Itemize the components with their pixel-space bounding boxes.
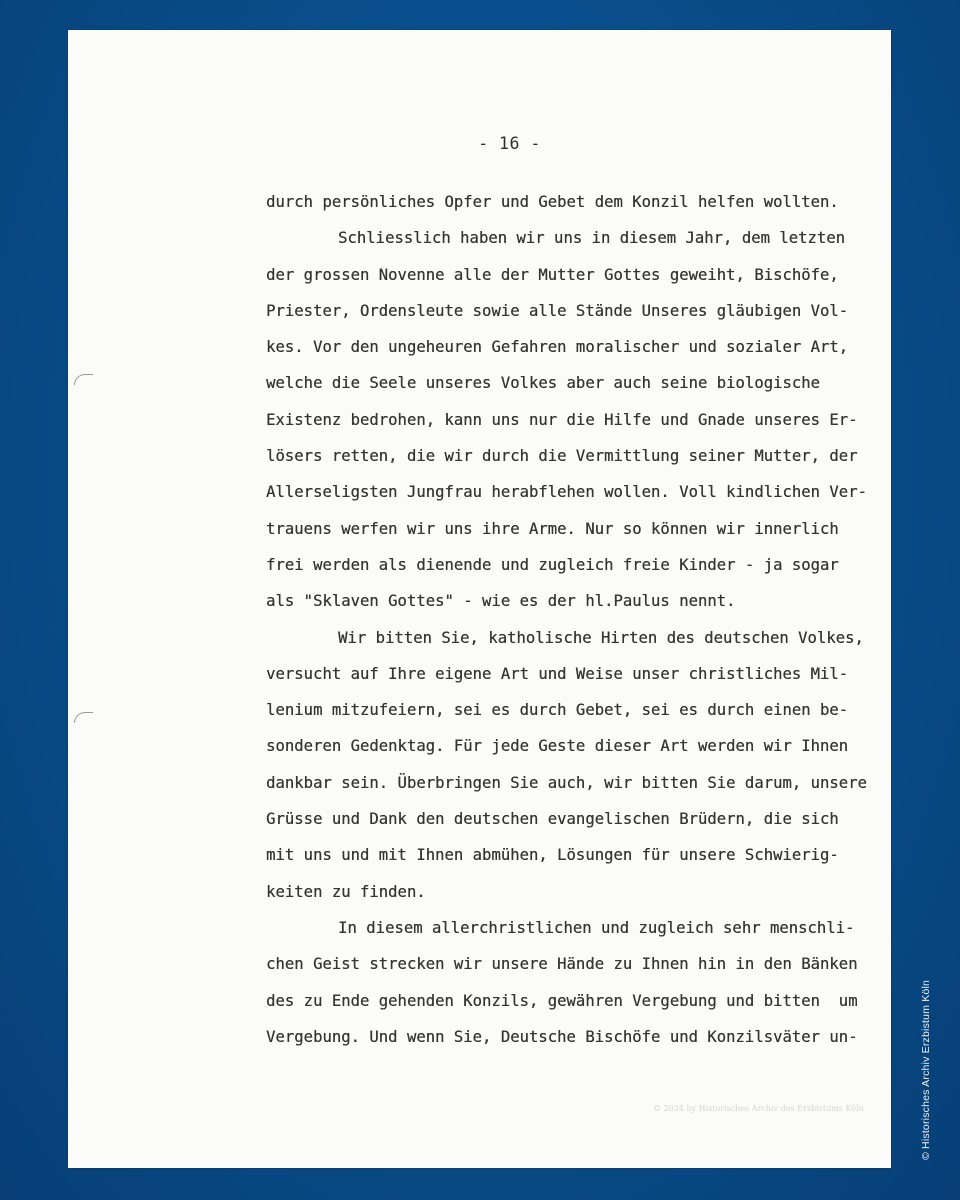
text-line: chen Geist strecken wir unsere Hände zu Ihnen hin in den Bänken bbox=[266, 955, 858, 974]
text-line: als "Sklaven Gottes" - wie es der hl.Paulus nennt. bbox=[266, 592, 736, 611]
punch-hole-mark-bottom bbox=[74, 712, 93, 723]
text-line: der grossen Novenne alle der Mutter Gottes geweiht, Bischöfe, bbox=[266, 265, 839, 284]
text-line: des zu Ende gehenden Konzils, gewähren Vergebung und bitten um bbox=[266, 991, 858, 1010]
archive-watermark: © 2024 by Historisches Archiv des Erzbistums Köln bbox=[653, 1104, 864, 1113]
text-line: sonderen Gedenktag. Für jede Geste dieser Art werden wir Ihnen bbox=[266, 737, 849, 756]
text-line: frei werden als dienende und zugleich freie Kinder - ja sogar bbox=[266, 555, 839, 574]
text-line: Wir bitten Sie, katholische Hirten des deutschen Volkes, bbox=[338, 628, 864, 647]
text-line: Priester, Ordensleute sowie alle Stände Unseres gläubigen Vol- bbox=[266, 301, 849, 320]
text-line: In diesem allerchristlichen und zugleich sehr menschli- bbox=[338, 918, 855, 937]
text-line: Schliesslich haben wir uns in diesem Jahr, dem letzten bbox=[338, 229, 845, 248]
text-line: trauens werfen wir uns ihre Arme. Nur so können wir innerlich bbox=[266, 519, 839, 538]
typed-text-body bbox=[266, 188, 866, 1059]
document-page bbox=[68, 30, 891, 1168]
text-line: dankbar sein. Überbringen Sie auch, wir bitten Sie darum, unsere bbox=[266, 773, 867, 792]
text-line: keiten zu finden. bbox=[266, 882, 426, 901]
side-copyright-notice: © Historisches Archiv Erzbistum Köln bbox=[920, 979, 932, 1160]
text-line: Grüsse und Dank den deutschen evangelischen Brüdern, die sich bbox=[266, 810, 839, 829]
text-line: welche die Seele unseres Volkes aber auch seine biologische bbox=[266, 374, 820, 393]
text-line: Allerseligsten Jungfrau herabflehen wollen. Voll kindlichen Ver- bbox=[266, 483, 867, 502]
punch-hole-mark-top bbox=[74, 374, 93, 385]
text-line: Vergebung. Und wenn Sie, Deutsche Bischöfe und Konzilsväter un- bbox=[266, 1027, 858, 1046]
text-line: mit uns und mit Ihnen abmühen, Lösungen für unsere Schwierig- bbox=[266, 846, 839, 865]
text-line: lösers retten, die wir durch die Vermittlung seiner Mutter, der bbox=[266, 447, 858, 466]
text-line: versucht auf Ihre eigene Art und Weise unser christliches Mil- bbox=[266, 664, 849, 683]
page-number: - 16 - bbox=[478, 134, 541, 153]
text-line: durch persönliches Opfer und Gebet dem Konzil helfen wollten. bbox=[266, 193, 839, 211]
text-line: kes. Vor den ungeheuren Gefahren moralischer und sozialer Art, bbox=[266, 338, 849, 357]
text-line: lenium mitzufeiern, sei es durch Gebet, sei es durch einen be- bbox=[266, 701, 849, 720]
text-line: Existenz bedrohen, kann uns nur die Hilfe und Gnade unseres Er- bbox=[266, 410, 858, 429]
